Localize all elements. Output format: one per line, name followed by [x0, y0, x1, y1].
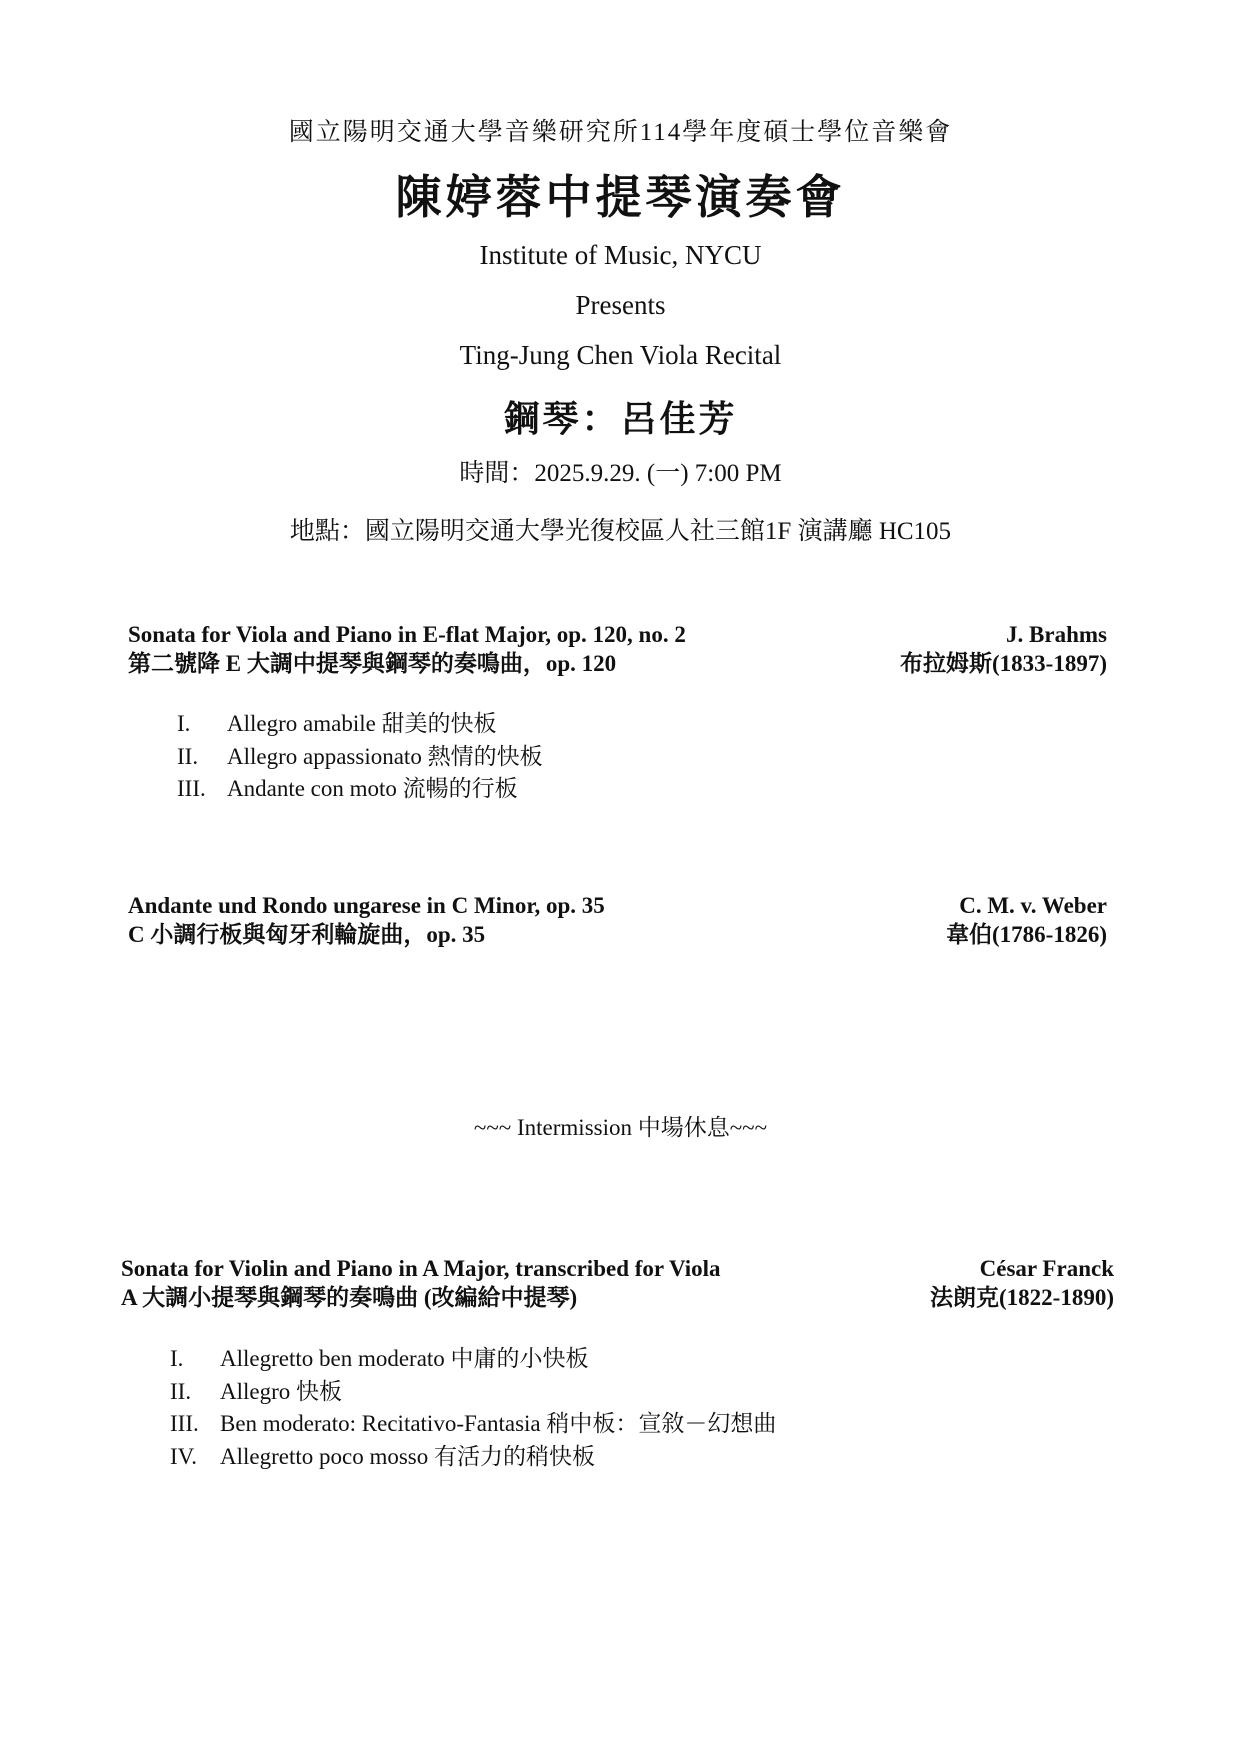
composer-brahms: [900, 620, 1107, 678]
composer-name-zh: 韋伯(1786-1826): [946, 922, 1107, 947]
movement-number: III.: [177, 776, 206, 801]
movement-item: [170, 1343, 776, 1376]
movement-item: [170, 1408, 776, 1441]
movement-item: [177, 708, 543, 741]
movement-title: Allegro appassionato 熱情的快板: [227, 743, 543, 769]
work-title-en: Sonata for Violin and Piano in A Major, transcribed for Viola: [121, 1256, 721, 1281]
movement-title: Allegretto poco mosso 有活力的稍快板: [220, 1443, 595, 1469]
movement-title: Allegro 快板: [220, 1378, 343, 1404]
movement-title: Allegro amabile 甜美的快板: [227, 711, 497, 736]
concert-subtitle: 國立陽明交通大學音樂研究所114學年度碩士學位音樂會: [288, 119, 953, 146]
work-title-en: Sonata for Viola and Piano in E-flat Major, op. 120, no. 2: [128, 622, 686, 647]
movement-number: III.: [170, 1411, 199, 1436]
work-franck: [121, 1254, 721, 1312]
composer-name-en: C. M. v. Weber: [959, 893, 1107, 918]
movement-title: Ben moderato: Recitativo-Fantasia 稍中板：宣敘－幻想曲: [220, 1411, 777, 1436]
composer-name-en: César Franck: [979, 1256, 1114, 1281]
work-title-en: Andante und Rondo ungarese in C Minor, op. 35: [128, 893, 605, 918]
movement-title: Allegretto ben moderato 中庸的小快板: [220, 1346, 589, 1371]
work-title-zh: C 小調行板與匈牙利輪旋曲，op. 35: [128, 922, 486, 947]
composer-franck: [930, 1254, 1114, 1312]
composer-weber: [946, 891, 1107, 949]
movement-number: I.: [170, 1346, 184, 1371]
movement-list: [177, 708, 543, 806]
composer-name-zh: 法朗克(1822-1890): [930, 1285, 1114, 1310]
movement-item: [170, 1376, 776, 1409]
intermission-line: ~~~ Intermission 中場休息~~~: [473, 1115, 768, 1140]
composer-name-en: J. Brahms: [1006, 622, 1107, 647]
movement-item: [170, 1441, 776, 1474]
movement-number: II.: [177, 743, 199, 769]
work-title-zh: 第二號降 E 大調中提琴與鋼琴的奏鳴曲，op. 120: [128, 651, 617, 676]
recital-title-en: Ting-Jung Chen Viola Recital: [459, 340, 782, 370]
concert-time: 時間：2025.9.29. (一) 7:00 PM: [459, 460, 782, 487]
work-weber: [128, 891, 605, 949]
composer-name-zh: 布拉姆斯(1833-1897): [900, 651, 1107, 676]
pianist-line: 鋼琴：呂佳芳: [503, 399, 738, 439]
presenter-line: Institute of Music, NYCU: [479, 240, 762, 270]
movement-item: [177, 773, 543, 806]
presents-line: Presents: [575, 290, 666, 320]
page-title: 陳婷蓉中提琴演奏會: [395, 172, 846, 223]
movement-list: [170, 1343, 776, 1473]
movement-number: IV.: [170, 1443, 198, 1469]
movement-number: II.: [170, 1378, 192, 1404]
work-title-zh: A 大調小提琴與鋼琴的奏鳴曲 (改編給中提琴): [121, 1285, 578, 1310]
concert-venue: 地點：國立陽明交通大學光復校區人社三館1F 演講廳 HC105: [289, 518, 952, 545]
movement-item: [177, 741, 543, 774]
movement-title: Andante con moto 流暢的行板: [227, 776, 518, 801]
work-brahms: [128, 620, 686, 678]
movement-number: I.: [177, 711, 191, 736]
